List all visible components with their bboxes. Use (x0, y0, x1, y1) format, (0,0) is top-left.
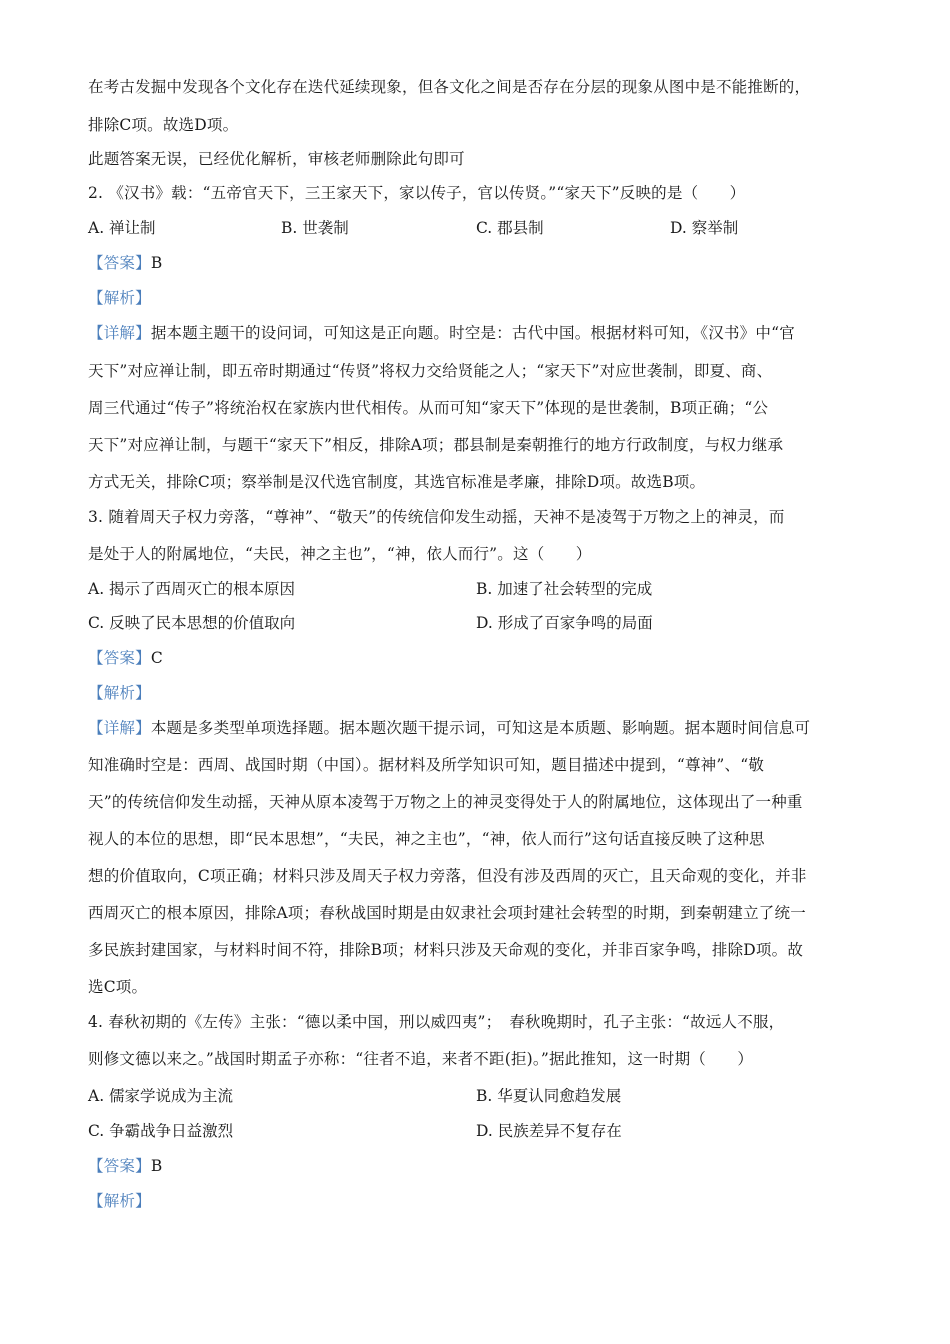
q3-option-a: A. 揭示了西周灭亡的根本原因 (88, 580, 296, 598)
q2-option-c: C. 郡县制 (476, 219, 544, 237)
q3-detail-line-2: 知准确时空是：西周、战国时期（中国）。据材料及所学知识可知，题目描述中提到，“尊神”、“敬 (88, 756, 765, 774)
q3-answer-value: C (150, 649, 163, 667)
q3-detail-line-5: 想的价值取向，C项正确；材料只涉及周天子权力旁落，但没有涉及西周的灭亡，且天命观的变化，并非 (88, 867, 807, 885)
q4-analysis-heading (88, 1190, 863, 1212)
q2-detail-line-3: 周三代通过“传子”将统治权在家族内世代相传。从而可知“家天下”体现的是世袭制，B项正确；“公 (88, 399, 769, 417)
q3-detail-line-3: 天”的传统信仰发生动摇，天神从原本凌驾于万物之上的神灵变得处于人的附属地位，这体现出了一种重 (88, 793, 803, 811)
q2-detail-line-2: 天下”对应禅让制，即五帝时期通过“传贤”将权力交给贤能之人；“家天下”对应世袭制，即夏、商、 (88, 362, 773, 380)
answer-tag: 【答案】 (88, 649, 151, 667)
q3-answer (88, 647, 863, 669)
q4-answer (88, 1155, 863, 1177)
q2-detail-line-4: 天下”对应禅让制，与题干“家天下”相反，排除A项；郡县制是秦朝推行的地方行政制度，与权力继承 (88, 436, 784, 454)
q4-option-a: A. 儒家学说成为主流 (88, 1087, 234, 1105)
q3-detail-line-1: 【详解】本题是多类型单项选择题。据本题次题干提示词，可知这是本质题、影响题。据本题时间信息可 (88, 719, 811, 737)
q4-stem-line-2: 则修文德以来之。”战国时期孟子亦称：“往者不追，来者不距(拒)。”据此推知，这一时期（ ） (88, 1050, 754, 1068)
detail-tag: 【详解】 (88, 324, 151, 342)
q2-detail-line-1: 【详解】据本题主题干的设问词，可知这是正向题。时空是：古代中国。根据材料可知，《汉书》中“官 (88, 324, 795, 342)
q2-option-a: A. 禅让制 (88, 219, 156, 237)
q2-analysis-heading (88, 287, 863, 309)
q2-option-b: B. 世袭制 (281, 219, 349, 237)
q3-stem-line-2: 是处于人的附属地位，“夫民，神之主也”，“神，依人而行”。这（ ） (88, 545, 592, 563)
intro-line-2: 排除C项。故选D项。 (88, 116, 239, 134)
q4-option-c: C. 争霸战争日益激烈 (88, 1122, 234, 1140)
answer-tag: 【答案】 (88, 254, 151, 272)
detail-tag: 【详解】 (88, 719, 151, 737)
q2-option-d: D. 察举制 (670, 219, 739, 237)
q4-option-b: B. 华夏认同愈趋发展 (476, 1087, 622, 1105)
answer-tag: 【答案】 (88, 1157, 151, 1175)
analysis-tag: 【解析】 (88, 684, 151, 702)
q4-option-d: D. 民族差异不复存在 (476, 1122, 622, 1140)
q3-detail-line-4: 视人的本位的思想，即“民本思想”，“夫民，神之主也”，“神，依人而行”这句话直接反映了这种思 (88, 830, 765, 848)
q3-stem-line-1: 3. 随着周天子权力旁落，“尊神”、“敬天”的传统信仰发生动摇，天神不是凌驾于万物之上的神灵，而 (88, 508, 785, 526)
analysis-tag: 【解析】 (88, 1192, 151, 1210)
q4-stem-line-1: 4. 春秋初期的《左传》主张：“德以柔中国，刑以威四夷”； 春秋晚期时，孔子主张：“故远人不服， (88, 1013, 785, 1031)
q2-detail-line-5: 方式无关，排除C项；察举制是汉代选官制度，其选官标准是孝廉，排除D项。故选B项。 (88, 473, 706, 491)
q2-answer (88, 252, 863, 274)
q3-detail-line-7: 多民族封建国家，与材料时间不符，排除B项；材料只涉及天命观的变化，并非百家争鸣，排除D项。故 (88, 941, 804, 959)
q3-analysis-heading (88, 682, 863, 704)
intro-line-1: 在考古发掘中发现各个文化存在迭代延续现象，但各文化之间是否存在分层的现象从图中是不能推断的， (88, 78, 811, 96)
q2-answer-value: B (150, 254, 163, 272)
q3-detail-line-6: 西周灭亡的根本原因，排除A项；春秋战国时期是由奴隶社会项封建社会转型的时期，到秦朝建立了统一 (88, 904, 806, 922)
q2-stem: 2. 《汉书》载：“五帝官天下，三王家天下，家以传子，官以传贤。”“家天下”反映的是（ ） (88, 184, 746, 202)
q3-option-b: B. 加速了社会转型的完成 (476, 580, 653, 598)
q4-answer-value: B (150, 1157, 163, 1175)
review-note: 此题答案无误，已经优化解析，审核老师删除此句即可 (88, 150, 465, 168)
analysis-tag: 【解析】 (88, 289, 151, 307)
q3-option-d: D. 形成了百家争鸣的局面 (476, 614, 653, 632)
q3-option-c: C. 反映了民本思想的价值取向 (88, 614, 296, 632)
q3-detail-line-8: 选C项。 (88, 978, 148, 996)
